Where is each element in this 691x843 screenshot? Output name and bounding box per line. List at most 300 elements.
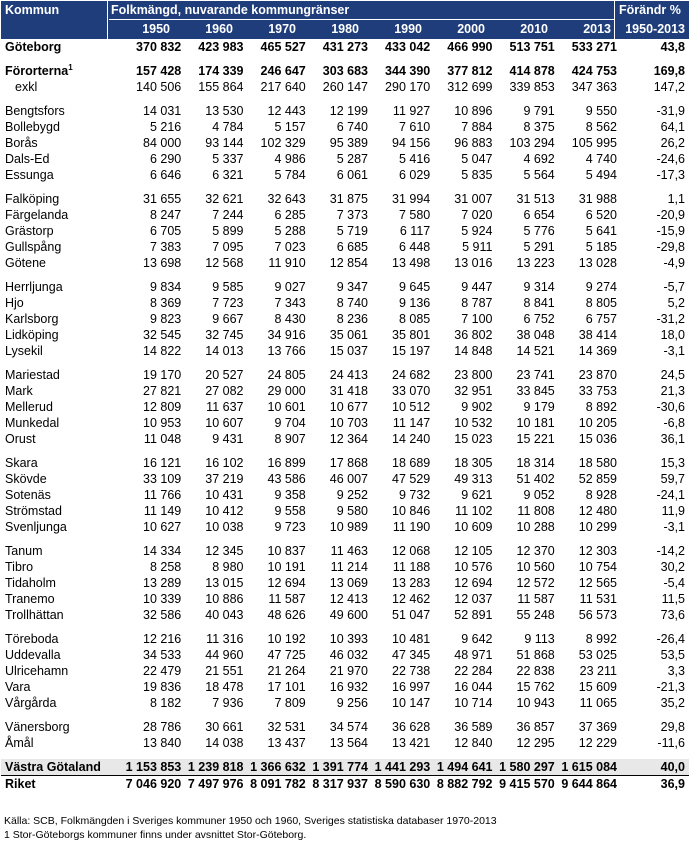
population-value: 36 589 [454,720,493,734]
population-value: 8 258 [149,560,182,574]
spacer-row [1,271,689,279]
population-value: 13 498 [392,256,431,270]
population-value: 12 370 [516,544,555,558]
footnote: 1 Stor-Göteborgs kommuner finns under avsnittet Stor-Göteborg. [4,829,307,841]
kommun-label: Lysekil [5,344,43,358]
population-value: 9 834 [149,280,182,294]
change-percent: -3,1 [663,344,685,358]
kommun-name [1,79,119,95]
population-value: 7 809 [274,696,306,710]
kommun-label: Mellerud [5,400,53,414]
kommun-name [1,431,119,447]
population-value: 22 838 [516,664,555,678]
table-row [1,63,689,79]
kommun-name [1,647,119,663]
population-value: 7 046 920 [119,776,181,793]
kommun-label: Tibro [5,560,34,574]
kommun-name [1,103,119,119]
table-row [1,487,689,503]
change-percent: 1,1 [667,192,685,206]
population-value: 9 823 [149,312,182,326]
population-value: 51 868 [516,648,555,662]
change-percent: 35,2 [660,696,685,710]
kommun-label: Grästorp [5,224,54,238]
population-value: 8 841 [523,296,555,310]
population-value: 8 247 [149,208,182,222]
year-header: 2013 [583,22,611,36]
population-value: 5 784 [274,168,306,182]
population-value: 23 870 [578,368,617,382]
population-value: 16 932 [329,680,368,694]
table-row [1,223,689,239]
population-value: 9 644 864 [555,776,617,793]
change-percent: 24,5 [660,368,685,382]
year-header: 2010 [520,22,548,36]
population-value: 33 753 [578,384,617,398]
population-value: 339 853 [509,80,555,94]
kommun-label: Borås [5,136,38,150]
population-value: 9 347 [336,280,368,294]
kommun-label: Riket [5,777,36,791]
population-value: 9 704 [274,416,306,430]
kommun-name [1,367,119,383]
population-value: 9 314 [523,280,555,294]
population-value: 8 992 [585,632,617,646]
population-value: 5 911 [462,240,493,254]
population-value: 9 358 [274,488,306,502]
population-value: 22 479 [143,664,182,678]
population-value: 12 037 [454,592,493,606]
population-value: 14 521 [516,344,555,358]
population-value: 9 585 [212,280,244,294]
kommun-label: Töreboda [5,632,59,646]
kommun-name [1,735,119,751]
table-row [1,663,689,679]
year-header: 2000 [457,22,485,36]
population-value: 34 533 [143,648,182,662]
population-value: 9 179 [523,400,555,414]
population-value: 6 752 [523,312,555,326]
population-value: 12 364 [329,432,368,446]
kommun-name [1,591,119,607]
population-value: 140 506 [136,80,182,94]
population-value: 10 846 [392,504,431,518]
population-value: 10 393 [329,632,368,646]
population-value: 11 587 [268,592,306,606]
population-value: 8 980 [212,560,244,574]
table-row [1,607,689,623]
kommun-name [1,503,119,519]
population-value: 14 334 [143,544,182,558]
population-value: 5 216 [149,120,182,134]
population-value: 14 848 [454,344,493,358]
kommun-name [1,383,119,399]
population-value: 12 809 [143,400,182,414]
population-value: 1 391 774 [306,759,368,776]
kommun-label: exkl [15,80,38,94]
population-value: 11 149 [143,504,182,518]
population-value: 10 339 [143,592,182,606]
population-value: 8 317 937 [306,776,368,793]
population-value: 27 082 [205,384,244,398]
population-value: 8 740 [336,296,368,310]
population-value: 10 754 [578,560,617,574]
population-value: 7 095 [212,240,244,254]
kommun-name [1,575,119,591]
population-value: 466 990 [447,40,493,54]
population-value: 37 219 [205,472,244,486]
population-value: 303 683 [322,64,368,78]
spacer-row [1,623,689,631]
population-value: 6 705 [149,224,182,238]
population-value: 4 986 [274,152,306,166]
population-value: 33 845 [516,384,555,398]
spacer-cell [1,447,689,455]
population-value: 9 431 [212,432,244,446]
population-value: 12 345 [205,544,244,558]
population-value: 7 100 [461,312,493,326]
population-value: 102 329 [260,136,306,150]
population-value: 8 085 [398,312,431,326]
population-table [1,39,689,792]
population-value: 12 565 [578,576,617,590]
population-value: 11 927 [392,104,431,118]
kommun-label: Tidaholm [5,576,56,590]
change-percent: 30,2 [660,560,685,574]
population-value: 12 105 [454,544,493,558]
kommun-name [1,776,119,793]
header-separator [614,1,615,39]
population-value: 15 037 [329,344,368,358]
kommun-label: Karlsborg [5,312,59,326]
population-value: 52 859 [578,472,617,486]
population-value: 15 197 [392,344,431,358]
population-value: 10 607 [205,416,244,430]
header-row-top [1,1,689,20]
population-value: 10 288 [516,520,555,534]
population-value: 1 239 818 [181,759,243,776]
spacer-row [1,751,689,759]
kommun-label: Förorterna [5,64,69,78]
change-percent: -26,4 [656,632,685,646]
population-value: 377 812 [447,64,493,78]
population-value: 6 029 [398,168,431,182]
spacer-cell [1,271,689,279]
kommun-label: Göteborg [5,40,62,54]
population-value: 347 363 [571,80,617,94]
population-value: 31 994 [392,192,431,206]
population-value: 8 892 [585,400,617,414]
change-percent: 29,8 [660,720,685,734]
population-value: 38 048 [516,328,555,342]
population-value: 7 610 [398,120,431,134]
population-value: 12 295 [516,736,555,750]
population-value: 15 036 [578,432,617,446]
population-value: 10 299 [578,520,617,534]
population-value: 47 345 [392,648,431,662]
change-percent: 43,8 [660,40,685,54]
year-header: 1990 [394,22,422,36]
population-value: 35 801 [392,328,431,342]
kommun-name [1,191,119,207]
population-value: 12 216 [143,632,182,646]
population-value: 157 428 [136,64,182,78]
population-value: 9 642 [461,632,493,646]
population-value: 5 719 [336,224,368,238]
population-value: 7 383 [149,240,182,254]
population-value: 9 252 [336,488,368,502]
change-percent: 59,7 [660,472,685,486]
population-value: 32 951 [454,384,493,398]
change-percent: -17,3 [656,168,685,182]
kommun-label: Lidköping [5,328,59,342]
change-percent: -3,1 [663,520,685,534]
kommun-name [1,759,119,776]
population-value: 5 185 [585,240,617,254]
kommun-label: Skara [5,456,38,470]
kommun-name [1,239,119,255]
population-value: 1 366 632 [243,759,305,776]
population-value: 14 013 [205,344,244,358]
change-percent: 3,3 [667,664,685,678]
population-value: 10 412 [205,504,244,518]
population-value: 4 784 [212,120,244,134]
kommun-name [1,519,119,535]
population-value: 56 573 [578,608,617,622]
change-percent: -5,7 [663,280,685,294]
kommun-name [1,311,119,327]
population-value: 11 637 [206,400,244,414]
population-value: 10 943 [516,696,555,710]
population-value: 12 694 [454,576,493,590]
population-value: 9 667 [212,312,244,326]
change-percent: 169,8 [653,64,685,78]
population-value: 5 287 [336,152,368,166]
population-value: 13 840 [143,736,182,750]
population-value: 30 661 [205,720,244,734]
table-row [1,151,689,167]
population-value: 35 061 [329,328,368,342]
header-separator [107,1,108,39]
population-value: 32 643 [267,192,306,206]
population-value: 12 303 [578,544,617,558]
population-value: 40 043 [205,608,244,622]
population-value: 36 628 [392,720,431,734]
spacer-cell [1,95,689,103]
kommun-label: Sotenäs [5,488,51,502]
population-value: 8 928 [585,488,617,502]
population-value: 6 654 [523,208,555,222]
header-row-years [1,20,689,39]
kommun-name [1,327,119,343]
kommun-name [1,167,119,183]
population-value: 9 027 [274,280,306,294]
population-value: 8 787 [461,296,493,310]
population-value: 10 953 [143,416,182,430]
population-value: 260 147 [322,80,368,94]
population-value: 11 102 [455,504,493,518]
kommun-name [1,487,119,503]
population-value: 6 646 [149,168,182,182]
population-value: 13 437 [267,736,306,750]
population-value: 37 369 [578,720,617,734]
table-row [1,695,689,711]
table-row [1,647,689,663]
population-value: 10 181 [516,416,555,430]
population-value: 5 157 [274,120,306,134]
population-value: 105 995 [571,136,617,150]
population-value: 24 413 [329,368,368,382]
change-header: Förändr % [619,3,681,17]
spacer-cell [1,623,689,631]
kommun-label: Dals-Ed [5,152,50,166]
spacer-cell [1,183,689,191]
population-value: 12 199 [329,104,368,118]
population-value: 8 882 792 [430,776,492,793]
kommun-label: Gullspång [5,240,62,254]
spacer-cell [1,55,689,63]
year-header: 1960 [205,22,233,36]
table-row [1,207,689,223]
population-value: 13 015 [205,576,244,590]
population-value: 19 170 [143,368,182,382]
change-percent: -4,9 [663,256,685,270]
population-value: 370 832 [136,40,182,54]
table-row [1,399,689,415]
spacer-row [1,535,689,543]
change-percent: 21,3 [660,384,685,398]
population-value: 23 741 [516,368,555,382]
population-value: 6 285 [274,208,306,222]
change-percent: -24,1 [656,488,685,502]
change-percent: 40,0 [617,759,689,776]
population-value: 20 527 [205,368,244,382]
population-value: 6 757 [585,312,617,326]
population-value: 10 560 [516,560,555,574]
change-percent: -21,3 [656,680,685,694]
population-value: 12 840 [454,736,493,750]
population-value: 32 545 [143,328,182,342]
population-value: 5 564 [523,168,555,182]
population-value: 12 568 [205,256,244,270]
table-row [1,135,689,151]
population-value: 13 530 [205,104,244,118]
table-row [1,415,689,431]
table-row [1,471,689,487]
kommun-label: Vänersborg [5,720,70,734]
population-value: 14 038 [205,736,244,750]
population-value: 217 640 [260,80,306,94]
population-value: 31 007 [454,192,493,206]
population-value: 18 305 [454,456,493,470]
population-value: 8 091 782 [243,776,305,793]
kommun-label: Färgelanda [5,208,69,222]
population-value: 29 000 [267,384,306,398]
population-value: 9 052 [523,488,555,502]
spacer-cell [1,711,689,719]
population-value: 6 321 [212,168,244,182]
population-value: 15 609 [578,680,617,694]
population-value: 32 745 [205,328,244,342]
kommun-name [1,399,119,415]
population-value: 18 478 [205,680,244,694]
population-value: 51 047 [392,608,431,622]
population-value: 8 907 [274,432,306,446]
change-percent: 36,9 [617,776,689,793]
kommun-name [1,607,119,623]
population-value: 6 520 [585,208,617,222]
population-value: 18 314 [516,456,555,470]
population-value: 9 274 [585,280,617,294]
table-row [1,455,689,471]
population-value: 95 389 [329,136,368,150]
table-row [1,79,689,95]
population-value: 12 068 [392,544,431,558]
population-value: 10 714 [454,696,493,710]
table-footer [4,814,497,842]
population-value: 51 402 [516,472,555,486]
population-value: 11 316 [206,632,244,646]
population-value: 9 902 [461,400,493,414]
population-value: 11 188 [392,560,431,574]
population-value: 6 061 [336,168,368,182]
population-value: 513 751 [509,40,555,54]
population-value: 431 273 [322,40,368,54]
spacer-cell [1,535,689,543]
population-value: 9 415 570 [492,776,554,793]
population-value: 36 857 [516,720,555,734]
change-percent: -31,2 [656,312,685,326]
population-value: 8 182 [149,696,182,710]
population-value: 33 070 [392,384,431,398]
population-value: 9 645 [398,280,431,294]
kommun-label: Uddevalla [5,648,61,662]
population-value: 8 430 [274,312,306,326]
change-percent: 73,6 [660,608,685,622]
kommun-label: Västra Götaland [5,760,101,774]
population-value: 7 884 [461,120,493,134]
table-row [1,759,689,776]
population-value: 10 191 [267,560,306,574]
change-percent: 15,3 [660,456,685,470]
population-value: 12 694 [267,576,306,590]
source-note: Källa: SCB, Folkmängden i Sveriges kommuner 1950 och 1960, Sveriges statistiska databaser 1970-2013 [4,815,497,827]
population-value: 10 886 [205,592,244,606]
population-value: 9 791 [523,104,555,118]
population-value: 155 864 [198,80,244,94]
kommun-label: Mariestad [5,368,60,382]
kommun-label: Trollhättan [5,608,64,622]
population-value: 11 190 [392,520,431,534]
population-value: 16 899 [267,456,306,470]
population-value: 46 007 [329,472,368,486]
population-value: 12 229 [578,736,617,750]
population-value: 10 989 [329,520,368,534]
spacer-row [1,711,689,719]
population-value: 10 512 [392,400,431,414]
population-value: 8 805 [585,296,617,310]
change-range-header: 1950-2013 [625,22,685,36]
population-value: 13 564 [329,736,368,750]
kommun-label: Svenljunga [5,520,67,534]
population-value: 11 766 [143,488,182,502]
change-percent: -5,4 [663,576,685,590]
change-percent: 64,1 [660,120,685,134]
population-value: 9 558 [274,504,306,518]
population-value: 94 156 [392,136,431,150]
population-value: 7 936 [212,696,244,710]
spacer-cell [1,751,689,759]
